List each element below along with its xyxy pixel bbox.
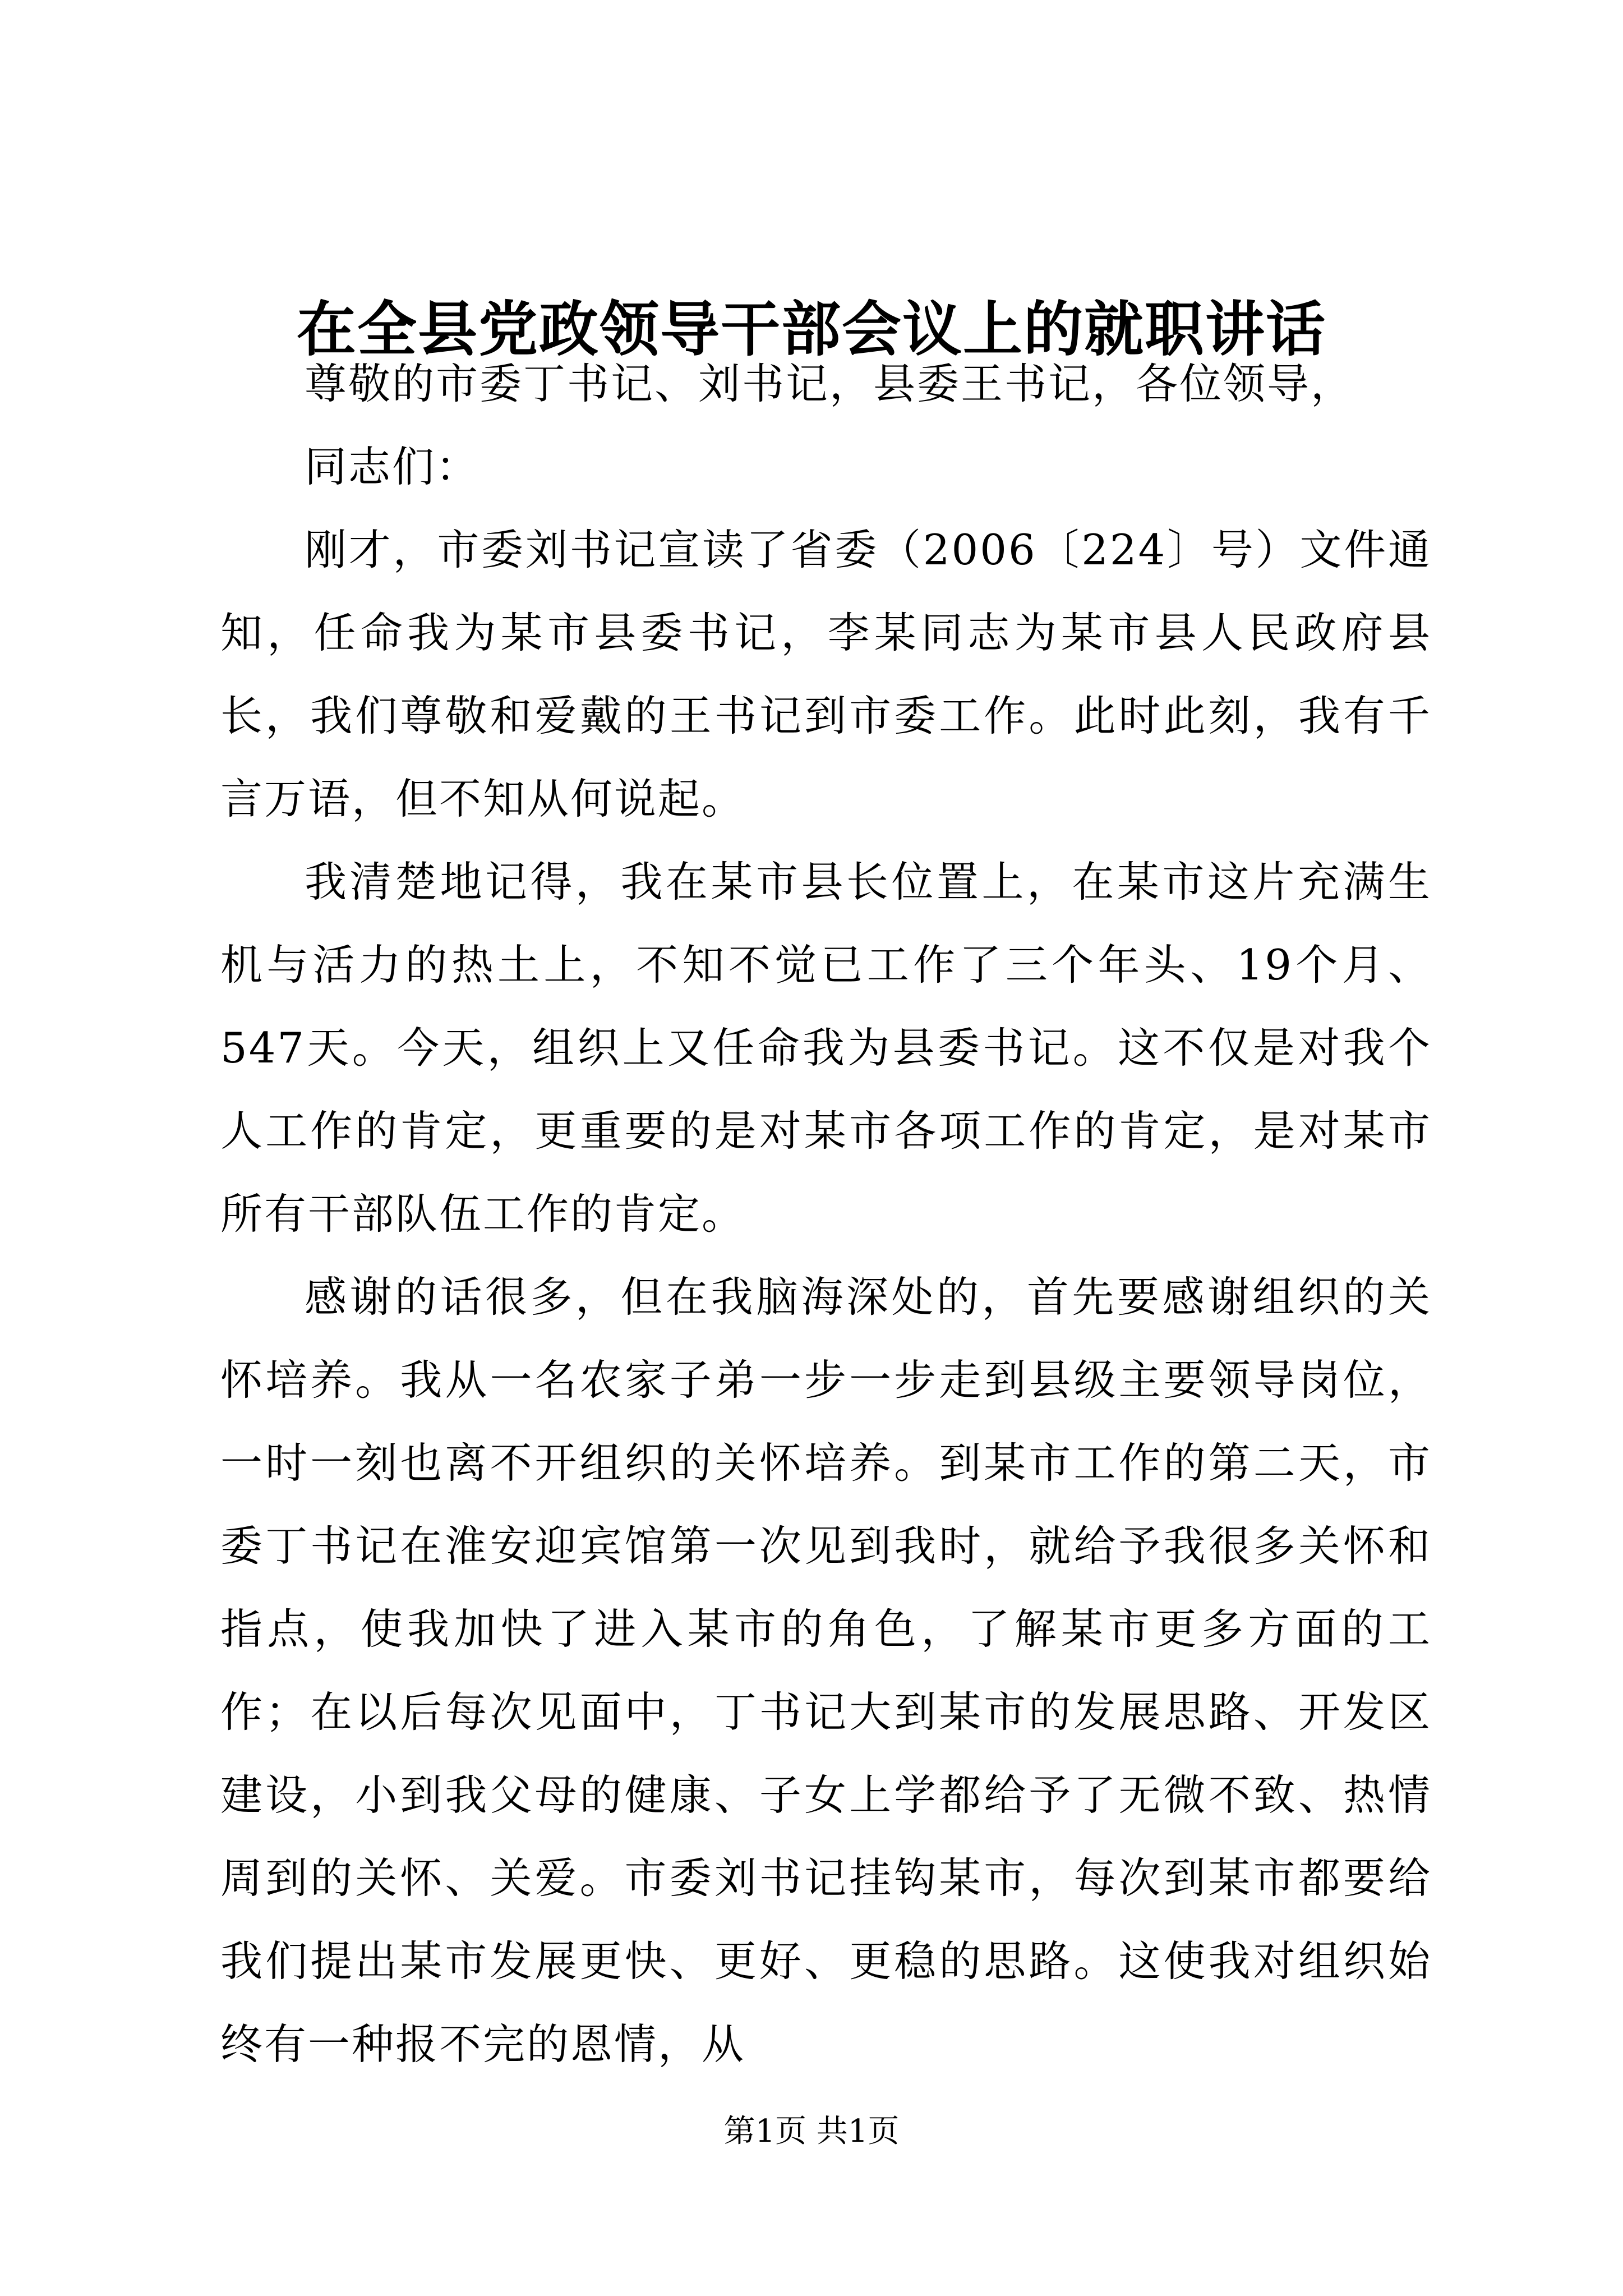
page-footer: 第1页 共1页 (723, 2113, 900, 2150)
body-paragraph: 刚才，市委刘书记宣读了省委（2006〔224〕号）文件通知，任命我为某市县委书记，李某同志为某市县人民政府县长，我们尊敬和爱戴的王书记到市委工作。此时此刻，我有千言万语，但不知从何说起。 (220, 525, 1432, 823)
body-paragraph: 感谢的话很多，但在我脑海深处的，首先要感谢组织的关怀培养。我从一名农家子弟一步一步走到县级主要领导岗位，一时一刻也离不开组织的关怀培养。到某市工作的第二天，市委丁书记在淮安迎宾馆第一次见到我时，就给予我很多关怀和指点，使我加快了进入某市的角色，了解某市更多方面的工作；在以后每次见面中，丁书记大到某市的发展思路、开发区建设，小到我父母的健康、子女上学都给予了无微不致、热情周到的关怀、关爱。市委刘书记挂钩某市，每次到某市都要给我们提出某市发展更快、更好、更稳的思路。这使我对组织始终有一种报不完的恩情，从 (220, 1272, 1432, 2069)
body-paragraph: 我清楚地记得，我在某市县长位置上，在某市这片充满生机与活力的热土上，不知不觉已工作了三个年头、19个月、547天。今天，组织上又任命我为县委书记。这不仅是对我个人工作的肯定，更重要的是对某市各项工作的肯定，是对某市所有干部队伍工作的肯定。 (220, 857, 1432, 1239)
salutation-paragraph: 尊敬的市委丁书记、刘书记，县委王书记，各位领导， (305, 359, 1355, 408)
document-title: 在全县党政领导干部会议上的就职讲话 (297, 294, 1326, 364)
salutation-continuation: 同志们： (305, 442, 480, 491)
document-body (220, 342, 1432, 2086)
